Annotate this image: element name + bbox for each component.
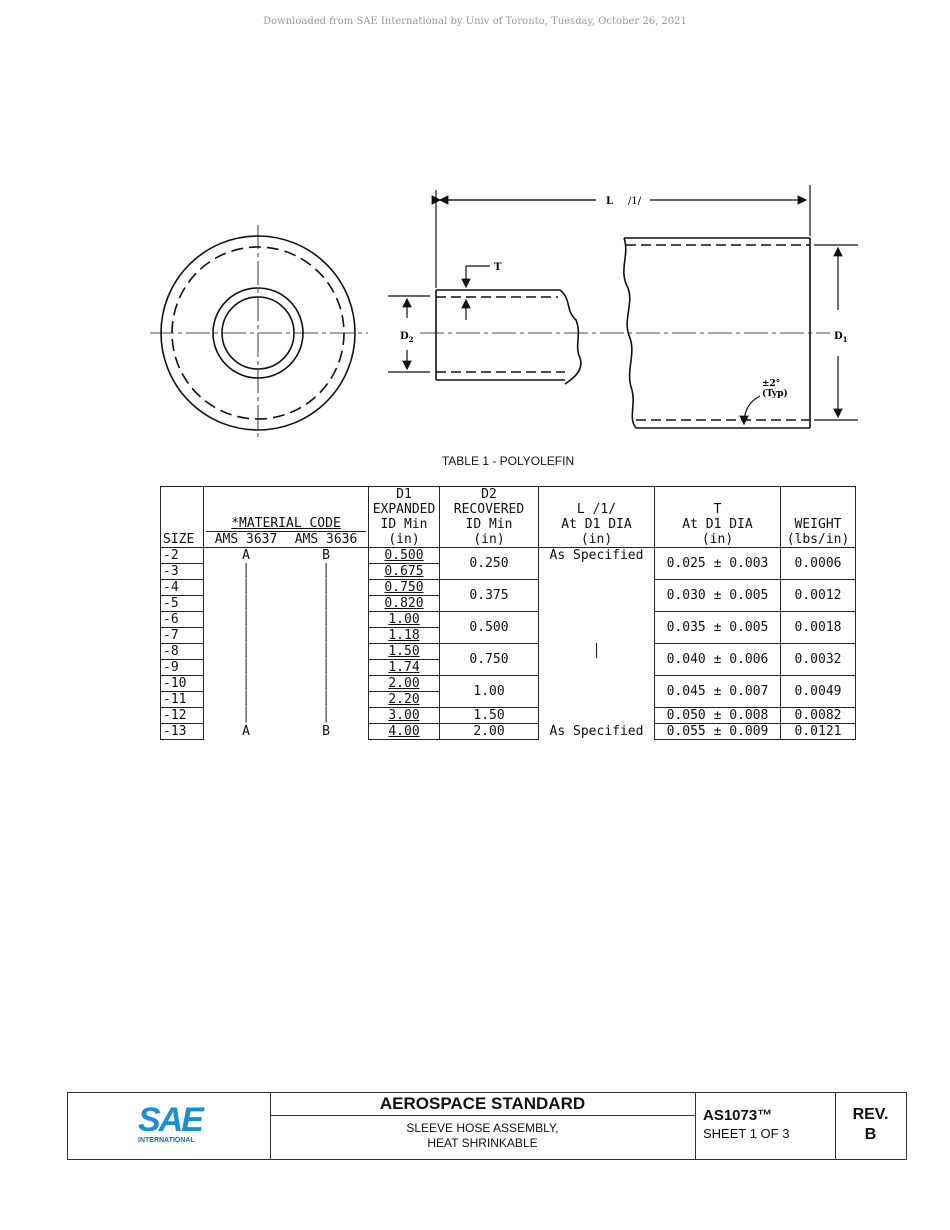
cell-l: As Specified bbox=[539, 548, 655, 580]
cell-weight: 0.0121 bbox=[781, 724, 856, 740]
col-material-code: *MATERIAL CODE AMS 3637 AMS 3636 bbox=[204, 487, 369, 548]
cell-size: -12 bbox=[161, 708, 204, 724]
table-row bbox=[161, 644, 856, 660]
dim-label-D2: $D_2$ bbox=[400, 331, 414, 344]
cell-material-code: │ │ bbox=[204, 676, 369, 692]
cell-material-code: │ │ bbox=[204, 580, 369, 596]
cell-d2: 0.500 bbox=[440, 612, 539, 644]
cell-l: As Specified bbox=[539, 724, 655, 740]
cell-d1: 0.675 bbox=[369, 564, 440, 580]
cell-material-code: │ │ bbox=[204, 644, 369, 660]
angle-note: ±2° bbox=[762, 379, 781, 389]
sheet-number: SHEET 1 OF 3 bbox=[703, 1126, 790, 1141]
col-size: SIZE bbox=[161, 487, 204, 548]
cell-d2: 1.00 bbox=[440, 676, 539, 708]
revision: REV. B bbox=[852, 1106, 889, 1143]
cell-size: -6 bbox=[161, 612, 204, 628]
cell-size: -7 bbox=[161, 628, 204, 644]
cell-weight: 0.0082 bbox=[781, 708, 856, 724]
cell-t: 0.040 ± 0.006 bbox=[655, 644, 781, 676]
cell-size: -2 bbox=[161, 548, 204, 564]
cell-material-code: │ │ bbox=[204, 692, 369, 708]
table-row bbox=[161, 612, 856, 628]
cell-d2: 0.375 bbox=[440, 580, 539, 612]
cell-d1: 1.00 bbox=[369, 612, 440, 628]
cell-t: 0.035 ± 0.005 bbox=[655, 612, 781, 644]
cell-d1: 0.500 bbox=[369, 548, 440, 564]
cell-d1: 1.18 bbox=[369, 628, 440, 644]
sleeve-drawing bbox=[0, 0, 950, 470]
cell-size: -10 bbox=[161, 676, 204, 692]
angle-note-typ: (Typ) bbox=[762, 389, 788, 399]
cell-material-code: │ │ bbox=[204, 708, 369, 724]
col-d1: D1 EXPANDED ID Min (in) bbox=[369, 487, 440, 548]
table-row bbox=[161, 580, 856, 596]
cell-size: -5 bbox=[161, 596, 204, 612]
cell-weight: 0.0032 bbox=[781, 644, 856, 676]
polyolefin-table bbox=[160, 486, 856, 740]
table-row bbox=[161, 548, 856, 564]
col-d2: D2 RECOVERED ID Min (in) bbox=[440, 487, 539, 548]
cell-weight: 0.0049 bbox=[781, 676, 856, 708]
cell-t: 0.030 ± 0.005 bbox=[655, 580, 781, 612]
dim-label-L: L bbox=[606, 196, 614, 207]
cell-size: -8 bbox=[161, 644, 204, 660]
cell-d2: 0.750 bbox=[440, 644, 539, 676]
cell-material-code: │ │ bbox=[204, 596, 369, 612]
cell-d1: 2.20 bbox=[369, 692, 440, 708]
dimension-T bbox=[466, 266, 490, 320]
cell-d2: 0.250 bbox=[440, 548, 539, 580]
table-row bbox=[161, 708, 856, 724]
sae-logo: SAE INTERNATIONAL bbox=[68, 1093, 271, 1159]
cell-material-code: │ │ bbox=[204, 660, 369, 676]
col-t: T At D1 DIA (in) bbox=[655, 487, 781, 548]
standard-title: AEROSPACE STANDARD bbox=[270, 1093, 695, 1116]
cell-size: -9 bbox=[161, 660, 204, 676]
dim-label-D1: $D_1$ bbox=[834, 331, 848, 344]
table-row bbox=[161, 724, 856, 740]
cell-d1: 4.00 bbox=[369, 724, 440, 740]
col-ams-3637: AMS 3637 bbox=[214, 532, 278, 547]
cell-d1: 0.750 bbox=[369, 580, 440, 596]
cell-size: -3 bbox=[161, 564, 204, 580]
cell-size: -11 bbox=[161, 692, 204, 708]
cell-d2: 1.50 bbox=[440, 708, 539, 724]
cell-d2: 2.00 bbox=[440, 724, 539, 740]
col-ams-3636: AMS 3636 bbox=[294, 532, 358, 547]
dim-label-L-note: /1/ bbox=[628, 196, 642, 207]
cell-t: 0.025 ± 0.003 bbox=[655, 548, 781, 580]
cell-weight: 0.0018 bbox=[781, 612, 856, 644]
cell-size: -4 bbox=[161, 580, 204, 596]
cell-d1: 1.74 bbox=[369, 660, 440, 676]
cell-l-arrow: │ bbox=[539, 580, 655, 724]
title-block bbox=[67, 1092, 907, 1160]
cell-weight: 0.0012 bbox=[781, 580, 856, 612]
cell-material-code: A B bbox=[204, 548, 369, 564]
cell-t: 0.050 ± 0.008 bbox=[655, 708, 781, 724]
cell-size: -13 bbox=[161, 724, 204, 740]
dimension-L bbox=[436, 185, 810, 288]
dimension-D2 bbox=[388, 296, 430, 372]
doc-number: AS1073™ bbox=[703, 1107, 773, 1124]
cell-d1: 1.50 bbox=[369, 644, 440, 660]
cell-material-code: │ │ bbox=[204, 628, 369, 644]
cell-t: 0.045 ± 0.007 bbox=[655, 676, 781, 708]
cell-weight: 0.0006 bbox=[781, 548, 856, 580]
standard-subtitle: SLEEVE HOSE ASSEMBLY, HEAT SHRINKABLE bbox=[406, 1121, 559, 1150]
cell-d1: 0.820 bbox=[369, 596, 440, 612]
table-row bbox=[161, 676, 856, 692]
cell-material-code: A B bbox=[204, 724, 369, 740]
dim-label-T: T bbox=[494, 262, 502, 273]
col-weight: WEIGHT (lbs/in) bbox=[781, 487, 856, 548]
col-l: L /1/ At D1 DIA (in) bbox=[539, 487, 655, 548]
cell-material-code: │ │ bbox=[204, 612, 369, 628]
table-title: TABLE 1 - POLYOLEFIN bbox=[441, 454, 575, 468]
end-view bbox=[150, 225, 368, 440]
cell-d1: 2.00 bbox=[369, 676, 440, 692]
download-watermark: Downloaded from SAE International by Univ of Toronto, Tuesday, October 26, 2021 bbox=[263, 16, 687, 27]
cell-t: 0.055 ± 0.009 bbox=[655, 724, 781, 740]
cell-d1: 3.00 bbox=[369, 708, 440, 724]
cell-material-code: │ │ bbox=[204, 564, 369, 580]
